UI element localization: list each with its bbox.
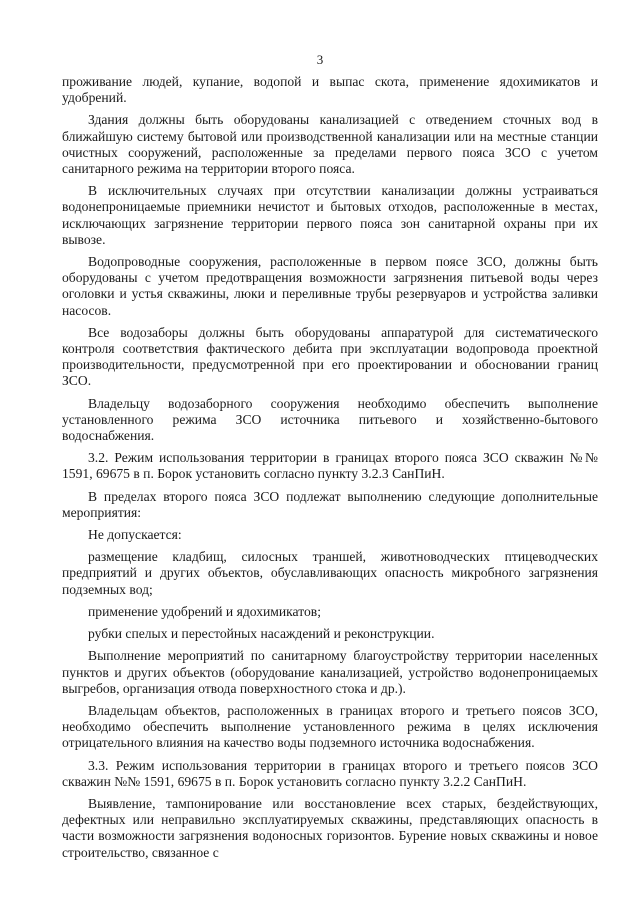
paragraph: Владельцу водозаборного сооружения необходимо обеспечить выполнение установленного режима ЗСО источника питьевого и хозяйственно-бытового водоснабжения. <box>62 395 598 444</box>
paragraph: рубки спелых и перестойных насаждений и реконструкции. <box>88 626 435 642</box>
paragraph: Водопроводные сооружения, расположенные в первом поясе ЗСО, должны быть оборудованы с учетом предотвращения возможности загрязнения питьевой воды через оголовки и устья скважины, люки и переливные трубы резервуаров и устройства заливки насосов. <box>62 254 598 318</box>
paragraph: Здания должны быть оборудованы канализацией с отведением сточных вод в ближайшую систему бытовой или производственной канализации или на местные станции очистных сооружений, расположенные за пределами первого пояса ЗСО с учетом санитарного режима на территории второго пояса. <box>62 112 598 177</box>
paragraph: размещение кладбищ, силосных траншей, животноводческих птицеводческих предприятий и других объектов, обуславливающих опасность микробного загрязнения подземных вод; <box>62 549 598 597</box>
paragraph: Не допускается: <box>88 527 182 543</box>
paragraph: В пределах второго пояса ЗСО подлежат выполнению следующие дополнительные мероприятия: <box>62 488 598 520</box>
paragraph: Выявление, тампонирование или восстановление всех старых, бездействующих, дефектных или неправильно эксплуатируемых скважины, представляющих опасность в части возможности загрязнения водоносных горизонтов. Бурение новых скважины и новое строительство, связанное с <box>62 795 598 860</box>
paragraph: Выполнение мероприятий по санитарному благоустройству территории населенных пунктов и других объектов (оборудование канализацией, устройство водонепроницаемых выгребов, организация отвода поверхностного стока и др.). <box>62 648 598 696</box>
paragraph: проживание людей, купание, водопой и выпас скота, применение ядохимикатов и удобрений. <box>62 74 598 106</box>
paragraph: Все водозаборы должны быть оборудованы аппаратурой для систематического контроля соответствия фактического дебита при эксплуатации водопровода проектной производительности, предусмотренной при его проектировании и обосновании границ ЗСО. <box>62 324 598 389</box>
paragraph: Владельцам объектов, расположенных в границах второго и третьего поясов ЗСО, необходимо обеспечить выполнение установленного режима в целях исключения отрицательного влияния на качество воды подземного источника водоснабжения. <box>62 702 598 751</box>
paragraph: 3.3. Режим использования территории в границах второго и третьего поясов ЗСО скважин №№ 1591, 69675 в п. Борок установить согласно пункту 3.2.2 СанПиН. <box>62 757 598 789</box>
document-body <box>62 74 598 861</box>
paragraph: применение удобрений и ядохимикатов; <box>88 603 321 619</box>
paragraph: В исключительных случаях при отсутствии канализации должны устраиваться водонепроницаемые приемники нечистот и бытовых отходов, расположенные в местах, исключающих загрязнение территории первого пояса зон санитарной охраны при их вывозе. <box>62 183 598 247</box>
paragraph: 3.2. Режим использования территории в границах второго пояса ЗСО скважин №№ 1591, 69675 в п. Борок установить согласно пункту 3.2.3 СанПиН. <box>62 450 598 482</box>
page-number: 3 <box>316 52 324 67</box>
